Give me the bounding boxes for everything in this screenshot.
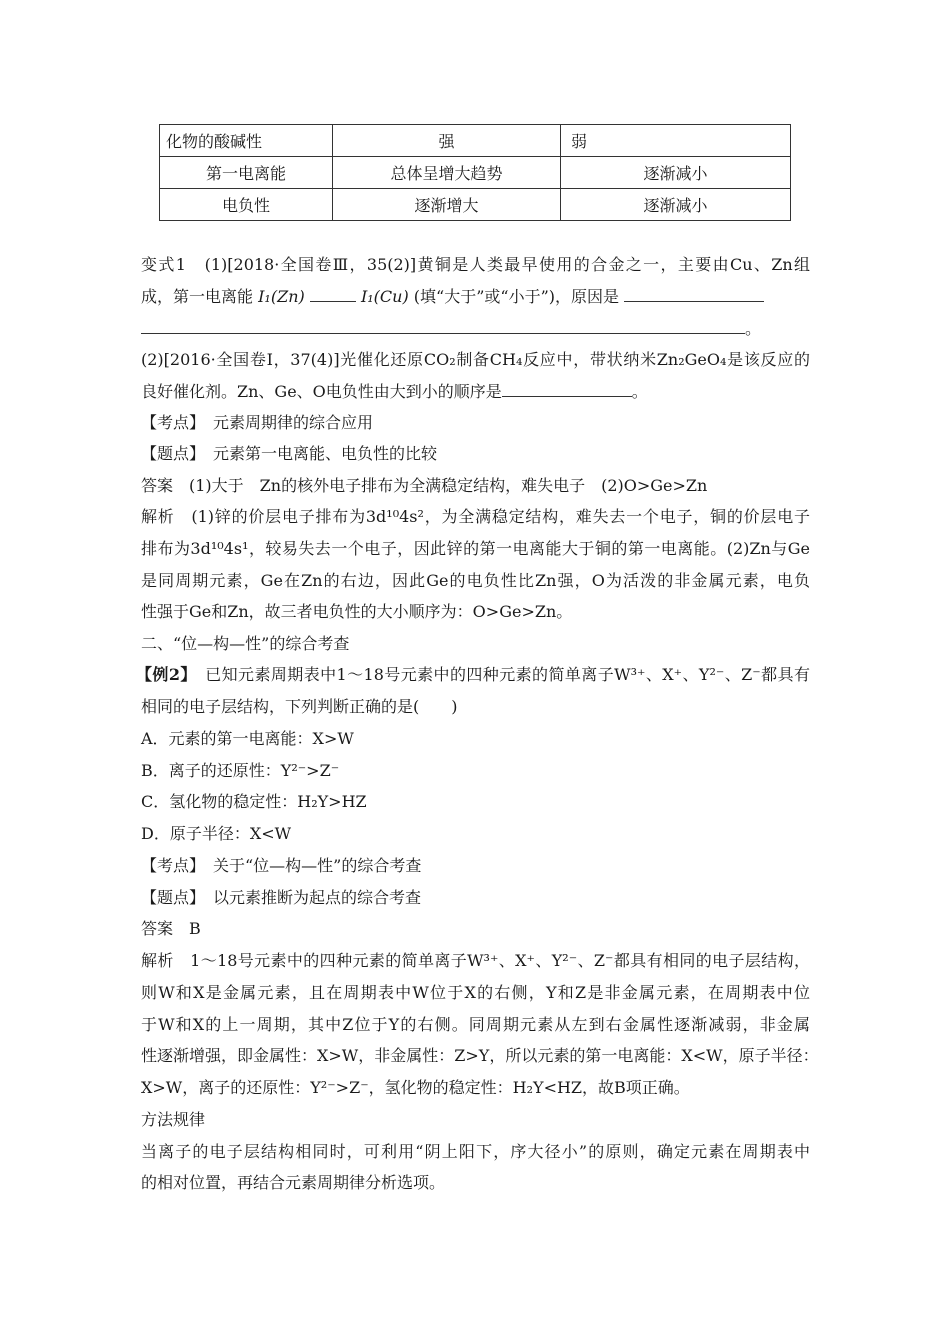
section-heading: 二、“位—构—性”的综合考查	[141, 634, 350, 653]
variant1-line2	[141, 283, 810, 311]
table-row	[160, 189, 791, 221]
i1-zn: I₁(Zn)	[258, 287, 305, 306]
table-cell: 第一电离能	[160, 157, 333, 189]
method-line: 的相对位置，再结合元素周期律分析选项。	[141, 1173, 446, 1192]
table-cell: 强	[333, 125, 561, 157]
answer: 答案 B	[141, 919, 201, 938]
table-row	[160, 125, 791, 157]
answer: 答案 (1)大于 Zn的核外电子排布为全满稳定结构，难失电子 (2)O>Ge>Zn	[141, 476, 708, 495]
analysis-line: X>W，离子的还原性：Y²⁻>Z⁻，氢化物的稳定性：H₂Y<HZ，故B项正确。	[141, 1078, 690, 1097]
table-row	[160, 157, 791, 189]
analysis-line: 解析 1～18号元素中的四种元素的简单离子W³⁺、X⁺、Y²⁻、Z⁻都具有相同的电子层结构，	[141, 951, 810, 970]
i1-cu: I₁(Cu)	[360, 287, 409, 306]
properties-table	[159, 124, 791, 221]
table-cell: 逐渐增大	[333, 189, 561, 221]
table-cell: 弱	[561, 125, 791, 157]
text: 。	[631, 382, 648, 401]
table-cell: 总体呈增大趋势	[333, 157, 561, 189]
variant1-line1: 变式1 (1)[2018·全国卷Ⅲ，35(2)]黄铜是人类最早使用的合金之一，主要由Cu、Zn组	[141, 255, 810, 274]
table-cell: 逐渐减小	[561, 157, 791, 189]
answer-blank[interactable]	[624, 285, 764, 302]
analysis-line: 性逐渐增强，即金属性：X>W，非金属性：Z>Y，所以元素的第一电离能：X<W，原子半径：	[141, 1046, 819, 1065]
option-b: B．离子的还原性：Y²⁻>Z⁻	[141, 761, 340, 780]
variant1-line3	[141, 315, 810, 343]
text: 良好催化剂。Zn、Ge、O电负性由大到小的顺序是	[141, 382, 502, 401]
example-line2: 相同的电子层结构，下列判断正确的是( )	[141, 697, 458, 716]
example-line1	[136, 661, 810, 689]
answer-blank[interactable]	[502, 380, 632, 397]
example-label: 【例2】	[136, 665, 189, 684]
method-line: 当离子的电子层结构相同时，可利用“阴上阳下，序大径小”的原则，确定元素在周期表中	[141, 1142, 810, 1161]
option-c: C．氢化物的稳定性：H₂Y>HZ	[141, 792, 367, 811]
option-d: D．原子半径：X<W	[141, 824, 292, 843]
text: 成，第一电离能	[141, 287, 254, 306]
analysis-line: 则W和X是金属元素，且在周期表中W位于X的右侧，Y和Z是非金属元素，在周期表中位	[141, 983, 810, 1002]
answer-blank[interactable]	[310, 285, 356, 302]
kaodian: 【考点】 关于“位—构—性”的综合考查	[141, 856, 422, 875]
analysis-line: 于W和X的上一周期，其中Z位于Y的右侧。同周期元素从左到右金属性逐渐减弱，非金属	[141, 1015, 810, 1034]
text: 。	[745, 319, 762, 338]
analysis-line: 排布为3d¹⁰4s¹，较易失去一个电子，因此锌的第一电离能大于铜的第一电离能。(2)Zn与Ge	[141, 539, 810, 558]
text: 已知元素周期表中1～18号元素中的四种元素的简单离子W³⁺、X⁺、Y²⁻、Z⁻都具有	[188, 665, 810, 684]
table-cell: 逐渐减小	[561, 189, 791, 221]
text: (填“大于”或“小于”)，原因是	[413, 287, 620, 306]
analysis-line: 解析 (1)锌的价层电子排布为3d¹⁰4s²，为全满稳定结构，难失去一个电子，铜的价层电子	[141, 507, 810, 526]
tidian: 【题点】 元素第一电离能、电负性的比较	[141, 444, 438, 463]
answer-blank[interactable]	[141, 317, 745, 334]
option-a: A．元素的第一电离能：X>W	[141, 729, 354, 748]
variant1-q2-line1: (2)[2016·全国卷Ⅰ，37(4)]光催化还原CO₂制备CH₄反应中，带状纳米Zn₂GeO₄是该反应的	[141, 350, 810, 369]
tidian: 【题点】 以元素推断为起点的综合考查	[141, 888, 422, 907]
analysis-line: 是同周期元素，Ge在Zn的右边，因此Ge的电负性比Zn强，O为活泼的非金属元素，电负	[141, 571, 810, 590]
variant1-q2-line2	[141, 378, 810, 406]
analysis-line: 性强于Ge和Zn，故三者电负性的大小顺序为：O>Ge>Zn。	[141, 602, 573, 621]
method-heading: 方法规律	[141, 1110, 206, 1129]
table-cell: 化物的酸碱性	[160, 125, 333, 157]
kaodian: 【考点】 元素周期律的综合应用	[141, 413, 374, 432]
table-cell: 电负性	[160, 189, 333, 221]
